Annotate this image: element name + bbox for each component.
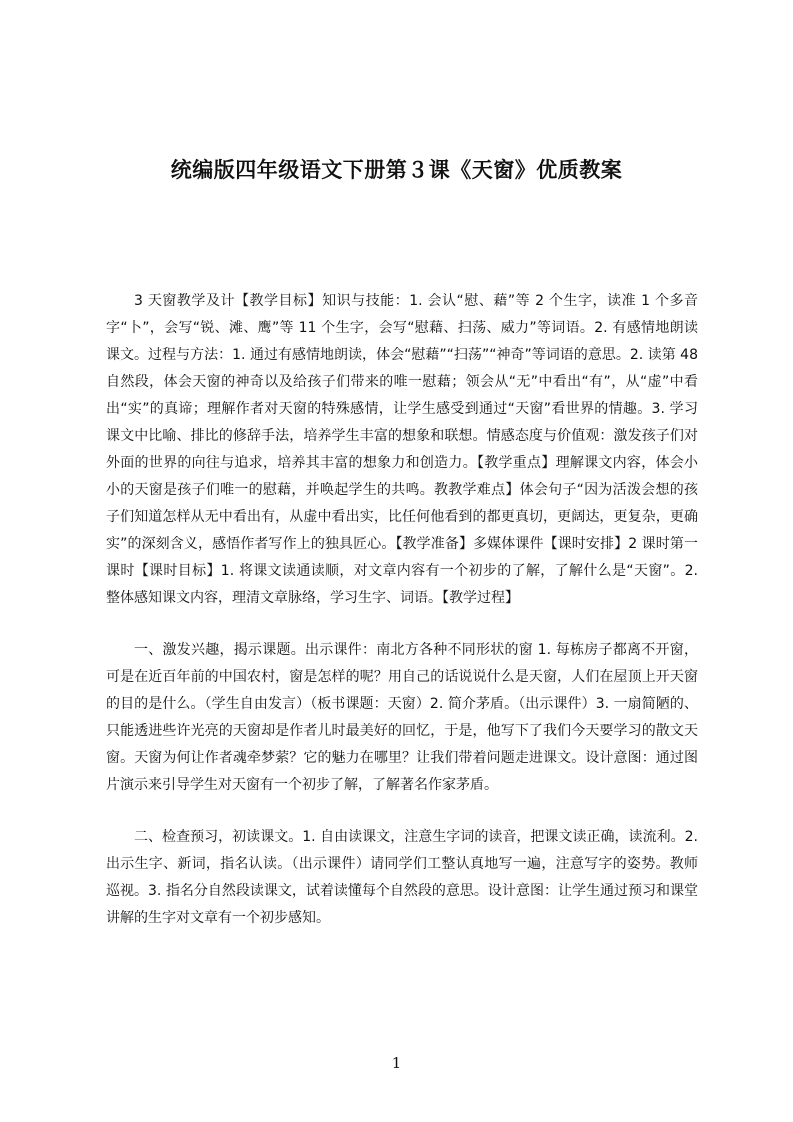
page-number: 1 xyxy=(391,1054,402,1072)
paragraph-teaching-design: 3 天窗教学及计【教学目标】知识与技能：1. 会认“慰、藉”等 2 个生字，读准 1 个多音字“卜”，会写“锐、滩、鹰”等 11 个生字，会写“慰藉、扫荡、威力”等词语。2. 有感情地朗读课文。过程与方法：1. 通过有感情地朗读，体会“慰藉”“扫荡”“神奇”等词语的意思。2. 读第 48 自然段，体会天窗的神奇以及给孩子们带来的唯一慰藉；领会从“无”中看出“有”，从“虚”中看出“实”的真谛；理解作者对天窗的特殊感情，让学生感受到通过“天窗”看世界的情趣。3. 学习课文中比喻、排比的修辞手法，培养学生丰富的想象和联想。情感态度与价值观：激发孩子们对外面的世界的向往与追求，培养其丰富的想象力和创造力。【教学重点】理解课文内容，体会小小的天窗是孩子们唯一的慰藉，并唤起学生的共鸣。教教学难点】体会句子“因为活泼会想的孩子们知道怎样从无中看出有，从虚中看出实，比任何他看到的都更真切，更阔达，更复杂，更确实”的深刻含义，感悟作者写作上的独具匠心。【教学准备】多媒体课件【课时安排】2 课时第一课时【课时目标】1. 将课文读通读顺，对文章内容有一个初步的了解，了解什么是“天窗”。2. 整体感知课文内容，理清文章脉络，学习生字、词语。【教学过程】 xyxy=(106,293,698,606)
document-title: 统编版四年级语文下册第３课《天窗》优质教案 xyxy=(170,158,623,183)
paragraph-section-one: 一、激发兴趣，揭示课题。出示课件：南北方各种不同形状的窗 1. 每栋房子都离不开窗，可是在近百年前的中国农村，窗是怎样的呢？用自己的话说说什么是天窗，人们在屋顶上开天窗的目的是什么。（学生自由发言）（板书课题：天窗）2. 简介茅盾。（出示课件）3. 一扇简陋的、只能透进些许光亮的天窗却是作者儿时最美好的回忆，于是，他写下了我们今天要学习的散文天窗。天窗为何让作者魂牵梦萦？它的魅力在哪里？让我们带着问题走进课文。设计意图：通过图片演示来引导学生对天窗有一个初步了解，了解著名作家茅盾。 xyxy=(106,642,698,793)
document-body xyxy=(106,288,698,932)
paragraph-section-two: 二、检查预习，初读课文。1. 自由读课文，注意生字词的读音，把课文读正确，读流利。2. 出示生字、新词，指名认读。（出示课件）请同学们工整认真地写一遍，注意写字的姿势。教师巡视。3. 指名分自然段读课文，试着读懂每个自然段的意思。设计意图：让学生通过预习和课堂讲解的生字对文章有一个初步感知。 xyxy=(106,829,698,926)
